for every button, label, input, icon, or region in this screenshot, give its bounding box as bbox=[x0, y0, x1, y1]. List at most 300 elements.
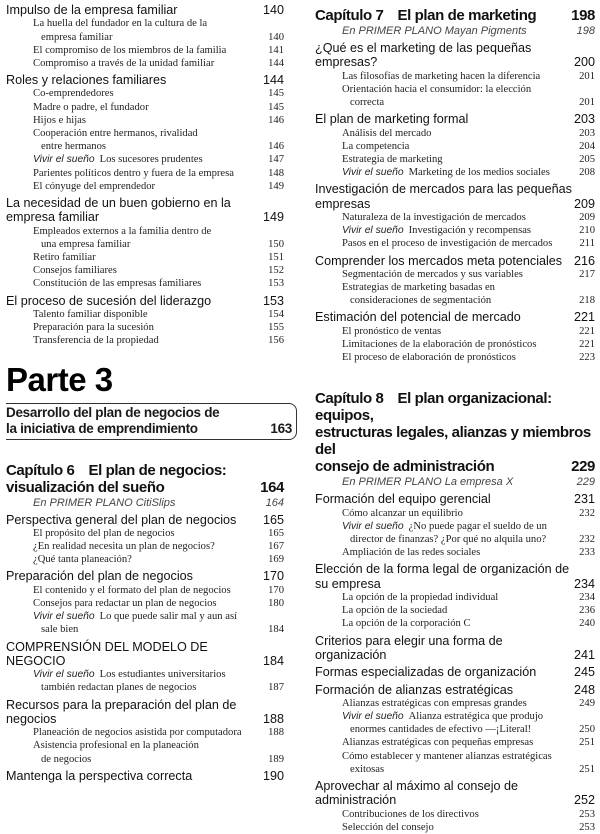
entry-page-number: 250 bbox=[579, 724, 595, 736]
entry-page-number: 217 bbox=[579, 268, 595, 280]
entry-page-number: 203 bbox=[573, 112, 595, 127]
entry-title-wrap bbox=[342, 520, 579, 546]
toc-subsection-entry[interactable] bbox=[315, 338, 595, 351]
entry-title: Análisis del mercado bbox=[342, 127, 432, 139]
chapter-title: El plan de marketing bbox=[397, 7, 537, 24]
entry-page-number: 149 bbox=[268, 180, 284, 192]
entry-page-number: 190 bbox=[262, 768, 284, 783]
entry-title: Preparación del plan de negocios bbox=[6, 569, 193, 584]
chapter-page-number: 229 bbox=[571, 458, 595, 476]
entry-title: Pasos en el proceso de investigación de mercados bbox=[342, 238, 553, 250]
entry-page-number: 218 bbox=[579, 295, 595, 307]
entry-page-number: 234 bbox=[573, 576, 595, 591]
toc-subsection-entry[interactable] bbox=[315, 166, 595, 179]
toc-subsection-entry[interactable] bbox=[6, 277, 284, 290]
entry-title-wrap bbox=[6, 513, 263, 527]
entry-title-wrap bbox=[342, 821, 579, 834]
entry-title: La competencia bbox=[342, 140, 410, 152]
entry-title-wrap bbox=[6, 698, 263, 727]
entry-page-number: 240 bbox=[579, 618, 595, 630]
chapter-title-line2: estructuras legales, alianzas y miembros del bbox=[315, 424, 591, 459]
toc-subsection-entry[interactable] bbox=[6, 321, 284, 334]
entry-title: El propósito del plan de negocios bbox=[33, 527, 175, 539]
vivir-el-sueno-label: Vivir el sueño bbox=[33, 611, 95, 623]
entry-title-wrap bbox=[33, 610, 268, 636]
entry-title: Las filosofías de marketing hacen la diferencia bbox=[342, 70, 541, 82]
entry-title: Formas especializadas de organización bbox=[315, 665, 537, 680]
entry-title: Segmentación de mercados y sus variables bbox=[342, 268, 523, 280]
entry-page-number: 253 bbox=[579, 821, 595, 833]
entry-title: Transferencia de la propiedad bbox=[33, 335, 159, 347]
entry-title: Preparación para la sucesión bbox=[33, 322, 154, 334]
toc-subsection-entry[interactable] bbox=[315, 617, 595, 630]
toc-subsection-entry[interactable] bbox=[315, 127, 595, 140]
entry-title: Consejos para redactar un plan de negocios bbox=[33, 597, 217, 609]
entry-page-number: 236 bbox=[579, 605, 595, 617]
entry-title-wrap bbox=[33, 127, 268, 153]
toc-subsection-entry[interactable] bbox=[6, 726, 284, 739]
toc-subsection-entry[interactable] bbox=[315, 268, 595, 281]
entry-title: Parientes políticos dentro y fuera de la empresa bbox=[33, 167, 234, 179]
toc-section-entry[interactable] bbox=[315, 665, 595, 679]
entry-page-number: 147 bbox=[268, 154, 284, 166]
entry-title: Alianzas estratégicas con empresas grandes bbox=[342, 697, 527, 709]
entry-title: Recursos para la preparación del plan de negocios bbox=[6, 697, 237, 726]
toc-subsection-entry[interactable] bbox=[6, 540, 284, 553]
toc-section-entry[interactable] bbox=[315, 492, 595, 506]
entry-title-wrap bbox=[6, 640, 263, 669]
entry-page-number: 152 bbox=[268, 265, 284, 277]
entry-page-number: 200 bbox=[573, 55, 595, 70]
vivir-el-sueno-label: Vivir el sueño bbox=[342, 711, 404, 723]
toc-subsection-entry[interactable] bbox=[315, 750, 595, 776]
toc-subsection-entry[interactable] bbox=[315, 70, 595, 83]
entry-page-number: 169 bbox=[268, 554, 284, 566]
entry-page-number: 221 bbox=[579, 325, 595, 337]
toc-subsection-entry[interactable] bbox=[6, 584, 284, 597]
toc-section-entry[interactable] bbox=[315, 779, 595, 808]
entry-page-number: 198 bbox=[576, 25, 595, 37]
entry-title-wrap bbox=[33, 153, 268, 166]
entry-title-continuation: director de finanzas? ¿Por qué no alquila uno? bbox=[350, 534, 547, 546]
entry-page-number: 221 bbox=[573, 310, 595, 325]
toc-subsection-entry[interactable] bbox=[315, 153, 595, 166]
entry-title-wrap bbox=[315, 310, 574, 324]
chapter-number: Capítulo 8 bbox=[315, 390, 384, 408]
toc-subsection-entry[interactable] bbox=[6, 264, 284, 277]
entry-title: En PRIMER PLANO CitiSlips bbox=[33, 496, 176, 509]
entry-title-continuation: empresa familiar bbox=[41, 31, 113, 43]
toc-subsection-entry[interactable] bbox=[315, 546, 595, 559]
toc-subsection-entry[interactable] bbox=[315, 351, 595, 364]
entry-title-wrap bbox=[342, 268, 579, 281]
toc-subsection-entry[interactable] bbox=[6, 308, 284, 321]
entry-title: Perspectiva general del plan de negocios bbox=[6, 512, 237, 527]
entry-title: Retiro familiar bbox=[33, 252, 96, 264]
toc-subsection-entry[interactable] bbox=[6, 527, 284, 540]
entry-page-number: 144 bbox=[262, 73, 284, 88]
entry-title: Cómo establecer y mantener alianzas estratégicas bbox=[342, 750, 552, 762]
entry-page-number: 153 bbox=[268, 278, 284, 290]
toc-section-entry[interactable] bbox=[315, 41, 595, 70]
toc-subsection-entry[interactable] bbox=[6, 597, 284, 610]
toc-right-column bbox=[315, 0, 595, 834]
chapter-8-heading[interactable] bbox=[315, 390, 595, 475]
entry-title: Contribuciones de los directivos bbox=[342, 808, 479, 820]
toc-section-entry[interactable] bbox=[6, 196, 284, 225]
entry-title-wrap bbox=[33, 87, 268, 100]
entry-title: Limitaciones de la elaboración de pronósticos bbox=[342, 338, 537, 350]
entry-title: Marketing de los medios sociales bbox=[408, 167, 550, 179]
toc-subsection-entry[interactable] bbox=[315, 710, 595, 736]
toc-section-entry[interactable] bbox=[315, 112, 595, 126]
entry-title-wrap bbox=[315, 665, 574, 679]
entry-page-number: 211 bbox=[579, 238, 595, 250]
entry-title-wrap bbox=[342, 617, 579, 630]
entry-title-wrap bbox=[342, 166, 579, 179]
entry-title: Elección de la forma legal de organización de su empresa bbox=[315, 562, 570, 591]
entry-title: ¿Qué es el marketing de las pequeñas empresas? bbox=[315, 41, 532, 70]
entry-title: Formación del equipo gerencial bbox=[315, 492, 491, 507]
entry-title-wrap bbox=[315, 182, 574, 211]
entry-title-wrap bbox=[315, 634, 574, 663]
toc-subsection-entry[interactable] bbox=[6, 251, 284, 264]
chapter-number: Capítulo 7 bbox=[315, 7, 384, 24]
toc-subsection-entry[interactable] bbox=[6, 101, 284, 114]
entry-page-number: 146 bbox=[268, 141, 284, 153]
entry-title: En PRIMER PLANO La empresa X bbox=[342, 476, 514, 489]
entry-title-continuation: correcta bbox=[350, 97, 385, 108]
entry-title-wrap bbox=[315, 41, 574, 70]
toc-subsection-entry[interactable] bbox=[6, 610, 284, 636]
entry-title-wrap bbox=[342, 83, 579, 109]
toc-section-entry[interactable] bbox=[315, 634, 595, 663]
entry-page-number: 180 bbox=[268, 597, 284, 609]
entry-title-wrap bbox=[6, 3, 263, 17]
part-title-line1: Desarrollo del plan de negocios de bbox=[6, 404, 220, 420]
entry-title: ¿No puede pagar el sueldo de un bbox=[408, 520, 547, 532]
entry-title-wrap bbox=[33, 540, 268, 553]
entry-page-number: 252 bbox=[573, 793, 595, 808]
toc-subsection-entry[interactable] bbox=[6, 739, 284, 765]
entry-page-number: 145 bbox=[268, 101, 284, 113]
entry-page-number: 203 bbox=[579, 127, 595, 139]
entry-title-wrap bbox=[342, 736, 579, 749]
entry-page-number: 209 bbox=[579, 211, 595, 223]
toc-subsection-entry[interactable] bbox=[315, 736, 595, 749]
entry-title: Hijos e hijas bbox=[33, 114, 86, 126]
vivir-el-sueno-label: Vivir el sueño bbox=[33, 669, 95, 681]
entry-title-wrap bbox=[342, 710, 579, 736]
entry-title-wrap bbox=[342, 604, 579, 617]
toc-feature-entry[interactable] bbox=[6, 496, 284, 510]
entry-title-wrap bbox=[342, 281, 579, 307]
entry-title-continuation: entre hermanos bbox=[41, 141, 107, 153]
entry-title-wrap bbox=[33, 251, 268, 264]
entry-page-number: 241 bbox=[573, 647, 595, 662]
entry-title: La huella del fundador en la cultura de la bbox=[33, 18, 208, 30]
toc-section-entry[interactable] bbox=[315, 683, 595, 697]
toc-subsection-entry[interactable] bbox=[315, 83, 595, 109]
entry-title-wrap bbox=[342, 211, 579, 224]
entry-title-wrap bbox=[315, 562, 574, 591]
entry-title-wrap bbox=[342, 325, 579, 338]
entry-title: La opción de la corporación C bbox=[342, 618, 471, 630]
entry-title: Lo que puede salir mal y aun así bbox=[99, 611, 238, 623]
entry-page-number: 140 bbox=[268, 31, 284, 43]
entry-title-continuation: consideraciones de segmentación bbox=[350, 295, 492, 307]
entry-page-number: 201 bbox=[579, 97, 595, 108]
part-title-box[interactable] bbox=[6, 403, 297, 440]
vivir-el-sueno-label: Vivir el sueño bbox=[342, 225, 404, 237]
entry-title-wrap bbox=[315, 254, 574, 268]
entry-title: La opción de la propiedad individual bbox=[342, 592, 499, 604]
part-heading: Parte 3 bbox=[6, 360, 113, 398]
toc-subsection-entry[interactable] bbox=[6, 153, 284, 166]
toc-entries-chapter-6 bbox=[6, 496, 284, 784]
entry-page-number: 205 bbox=[579, 153, 595, 165]
toc-subsection-entry[interactable] bbox=[6, 57, 284, 70]
toc-section-entry[interactable] bbox=[315, 254, 595, 268]
toc-subsection-entry[interactable] bbox=[315, 140, 595, 153]
entry-page-number: 232 bbox=[579, 507, 595, 519]
entry-page-number: 201 bbox=[579, 70, 595, 82]
entry-title-wrap bbox=[342, 24, 577, 38]
entry-page-number: 155 bbox=[268, 322, 284, 334]
entry-title: El proceso de elaboración de pronósticos bbox=[342, 352, 516, 364]
toc-subsection-entry[interactable] bbox=[6, 180, 284, 193]
entry-title-wrap bbox=[33, 527, 268, 540]
toc-feature-entry[interactable] bbox=[315, 475, 595, 489]
entry-page-number: 165 bbox=[268, 527, 284, 539]
entry-title-wrap bbox=[342, 507, 579, 520]
entry-page-number: 151 bbox=[268, 252, 284, 264]
toc-subsection-entry[interactable] bbox=[315, 808, 595, 821]
entry-title-continuation: exitosas bbox=[350, 763, 385, 775]
entry-page-number: 188 bbox=[262, 711, 284, 726]
toc-section-entry[interactable] bbox=[6, 698, 284, 727]
entry-title-wrap bbox=[33, 308, 268, 321]
entry-title-wrap bbox=[33, 180, 268, 193]
toc-subsection-entry[interactable] bbox=[6, 225, 284, 251]
entry-title-wrap bbox=[342, 591, 579, 604]
chapter-6-heading[interactable] bbox=[6, 462, 284, 496]
entry-page-number: 245 bbox=[573, 665, 595, 680]
toc-subsection-entry[interactable] bbox=[6, 127, 284, 153]
entry-page-number: 251 bbox=[579, 763, 595, 775]
entry-title-wrap bbox=[33, 114, 268, 127]
toc-section-entry[interactable] bbox=[6, 3, 284, 17]
entry-page-number: 188 bbox=[268, 727, 284, 739]
entry-title: Roles y relaciones familiares bbox=[6, 73, 167, 88]
toc-subsection-entry[interactable] bbox=[6, 87, 284, 100]
entry-title-wrap bbox=[342, 70, 579, 83]
toc-subsection-entry[interactable] bbox=[6, 114, 284, 127]
entry-title-wrap bbox=[6, 769, 263, 783]
toc-entries-chapter-7 bbox=[315, 24, 595, 364]
entry-title-wrap bbox=[33, 321, 268, 334]
entry-title: El plan de marketing formal bbox=[315, 112, 469, 127]
entry-page-number: 170 bbox=[268, 584, 284, 596]
entry-page-number: 170 bbox=[262, 569, 284, 584]
entry-title: Aprovechar al máximo al consejo de administración bbox=[315, 779, 519, 808]
toc-subsection-entry[interactable] bbox=[315, 821, 595, 834]
toc-subsection-entry[interactable] bbox=[315, 697, 595, 710]
toc-section-entry[interactable] bbox=[6, 640, 284, 669]
entry-title-continuation: enormes cantidades de efectivo —¡Literal! bbox=[350, 724, 532, 736]
entry-title-wrap bbox=[342, 750, 579, 776]
entry-title-wrap bbox=[33, 584, 268, 597]
toc-section-entry[interactable] bbox=[315, 182, 595, 211]
entry-title-continuation: una empresa familiar bbox=[41, 238, 131, 250]
toc-feature-entry[interactable] bbox=[315, 24, 595, 38]
chapter-7-heading[interactable] bbox=[315, 7, 595, 24]
entry-title: La opción de la sociedad bbox=[342, 605, 448, 617]
entry-page-number: 251 bbox=[579, 737, 595, 749]
entry-title: El cónyuge del emprendedor bbox=[33, 180, 156, 192]
entry-title-wrap bbox=[315, 683, 574, 697]
entry-title-wrap bbox=[315, 779, 574, 808]
toc-subsection-entry[interactable] bbox=[315, 507, 595, 520]
entry-title-wrap bbox=[6, 569, 263, 583]
entry-title: Alianza estratégica que produjo bbox=[408, 711, 544, 723]
entry-page-number: 145 bbox=[268, 88, 284, 100]
toc-section-entry[interactable] bbox=[315, 310, 595, 324]
entry-title: Estrategias de marketing basadas en bbox=[342, 282, 495, 294]
entry-title-wrap bbox=[33, 101, 268, 114]
entry-title: Criterios para elegir una forma de organización bbox=[315, 633, 503, 662]
entry-title: Los estudiantes universitarios bbox=[99, 669, 226, 681]
toc-section-entry[interactable] bbox=[6, 569, 284, 583]
vivir-el-sueno-label: Vivir el sueño bbox=[33, 154, 95, 166]
entry-title-wrap bbox=[342, 808, 579, 821]
entry-title-wrap bbox=[342, 237, 580, 250]
toc-section-entry[interactable] bbox=[6, 769, 284, 783]
toc-section-entry[interactable] bbox=[6, 513, 284, 527]
entry-title-wrap bbox=[342, 697, 579, 710]
entry-title: ¿En realidad necesita un plan de negocios? bbox=[33, 541, 215, 553]
entry-title: Mantenga la perspectiva correcta bbox=[6, 768, 193, 783]
entry-title: En PRIMER PLANO Mayan Pigments bbox=[342, 25, 527, 37]
part-page-number: 163 bbox=[270, 420, 292, 436]
toc-subsection-entry[interactable] bbox=[315, 237, 595, 250]
entry-page-number: 208 bbox=[579, 167, 595, 179]
entry-title-wrap bbox=[342, 224, 579, 237]
entry-page-number: 232 bbox=[579, 534, 595, 546]
toc-subsection-entry[interactable] bbox=[315, 520, 595, 546]
entry-title: Talento familiar disponible bbox=[33, 308, 148, 320]
toc-section-entry[interactable] bbox=[6, 73, 284, 87]
entry-title: Estrategia de marketing bbox=[342, 153, 443, 165]
entry-title-wrap bbox=[33, 44, 268, 57]
entry-title: Compromiso a través de la unidad familiar bbox=[33, 57, 215, 69]
entry-title: Ampliación de las redes sociales bbox=[342, 547, 481, 559]
entry-title-wrap bbox=[33, 277, 268, 290]
chapter-page-number: 198 bbox=[571, 7, 595, 24]
toc-section-entry[interactable] bbox=[315, 562, 595, 591]
toc-subsection-entry[interactable] bbox=[6, 334, 284, 347]
entry-page-number: 248 bbox=[573, 682, 595, 697]
entry-page-number: 140 bbox=[262, 3, 284, 17]
toc-subsection-entry[interactable] bbox=[315, 281, 595, 307]
part-title-line2: la iniciativa de emprendimiento bbox=[6, 420, 198, 436]
entry-title: Formación de alianzas estratégicas bbox=[315, 682, 514, 697]
entry-title: El pronóstico de ventas bbox=[342, 325, 442, 337]
toc-section-entry[interactable] bbox=[6, 294, 284, 308]
entry-title-wrap bbox=[315, 492, 574, 506]
entry-page-number: 154 bbox=[268, 308, 284, 320]
entry-title-continuation: también redactan planes de negocios bbox=[41, 682, 197, 694]
toc-subsection-entry[interactable] bbox=[315, 604, 595, 617]
entry-page-number: 210 bbox=[579, 225, 595, 237]
toc-subsection-entry[interactable] bbox=[6, 668, 284, 694]
entry-title: Empleados externos a la familia dentro de bbox=[33, 225, 212, 237]
entry-page-number: 204 bbox=[579, 140, 595, 152]
entry-page-number: 249 bbox=[579, 697, 595, 709]
toc-subsection-entry[interactable] bbox=[6, 17, 284, 43]
entry-title: Constitución de las empresas familiares bbox=[33, 278, 202, 290]
entry-page-number: 156 bbox=[268, 335, 284, 347]
entry-page-number: 229 bbox=[576, 476, 595, 489]
toc-subsection-entry[interactable] bbox=[315, 224, 595, 237]
vivir-el-sueno-label: Vivir el sueño bbox=[342, 520, 404, 532]
entry-page-number: 141 bbox=[268, 44, 284, 56]
entry-page-number: 148 bbox=[268, 167, 284, 179]
entry-page-number: 234 bbox=[579, 592, 595, 604]
entry-title: El contenido y el formato del plan de negocios bbox=[33, 584, 231, 596]
entry-title-wrap bbox=[33, 739, 268, 765]
entry-title: Estimación del potencial de mercado bbox=[315, 310, 521, 325]
entry-title-wrap bbox=[342, 140, 579, 153]
entry-title-wrap bbox=[6, 196, 263, 225]
entry-page-number: 184 bbox=[268, 624, 284, 636]
entry-title: Asistencia profesional en la planeación bbox=[33, 740, 199, 752]
toc-subsection-entry[interactable] bbox=[315, 211, 595, 224]
entry-title-wrap bbox=[6, 73, 263, 87]
entry-page-number: 153 bbox=[262, 293, 284, 308]
toc-entries-chapter-8 bbox=[315, 475, 595, 834]
chapter-title-line2: visualización del sueño bbox=[6, 478, 165, 496]
entry-title-continuation: de negocios bbox=[41, 753, 92, 765]
entry-page-number: 165 bbox=[262, 512, 284, 527]
entry-title: Comprender los mercados meta potenciales bbox=[315, 253, 563, 268]
chapter-title-line3: consejo de administración bbox=[315, 458, 495, 476]
entry-title: Co-emprendedores bbox=[33, 88, 114, 100]
entry-page-number: 184 bbox=[262, 653, 284, 668]
entry-page-number: 187 bbox=[268, 682, 284, 694]
entry-title-wrap bbox=[33, 496, 266, 510]
entry-page-number: 149 bbox=[262, 210, 284, 225]
toc-subsection-entry[interactable] bbox=[315, 325, 595, 338]
entry-title-wrap bbox=[33, 553, 268, 566]
entry-page-number: 189 bbox=[268, 753, 284, 765]
entry-title-wrap bbox=[342, 338, 579, 351]
toc-subsection-entry[interactable] bbox=[6, 553, 284, 566]
entry-title-wrap bbox=[342, 475, 577, 489]
entry-title: Naturaleza de la investigación de mercados bbox=[342, 211, 526, 223]
toc-subsection-entry[interactable] bbox=[315, 591, 595, 604]
entry-title: El compromiso de los miembros de la familia bbox=[33, 44, 227, 56]
entry-page-number: 231 bbox=[573, 492, 595, 507]
chapter-title-line1: El plan de negocios: bbox=[88, 461, 227, 479]
entry-title-wrap bbox=[33, 264, 268, 277]
toc-subsection-entry[interactable] bbox=[6, 167, 284, 180]
entry-page-number: 216 bbox=[573, 253, 595, 268]
entry-title-wrap bbox=[315, 112, 574, 126]
entry-title: Planeación de negocios asistida por computadora bbox=[33, 727, 242, 739]
entry-title: Investigación de mercados para las pequeñas empresas bbox=[315, 182, 572, 211]
toc-subsection-entry[interactable] bbox=[6, 44, 284, 57]
